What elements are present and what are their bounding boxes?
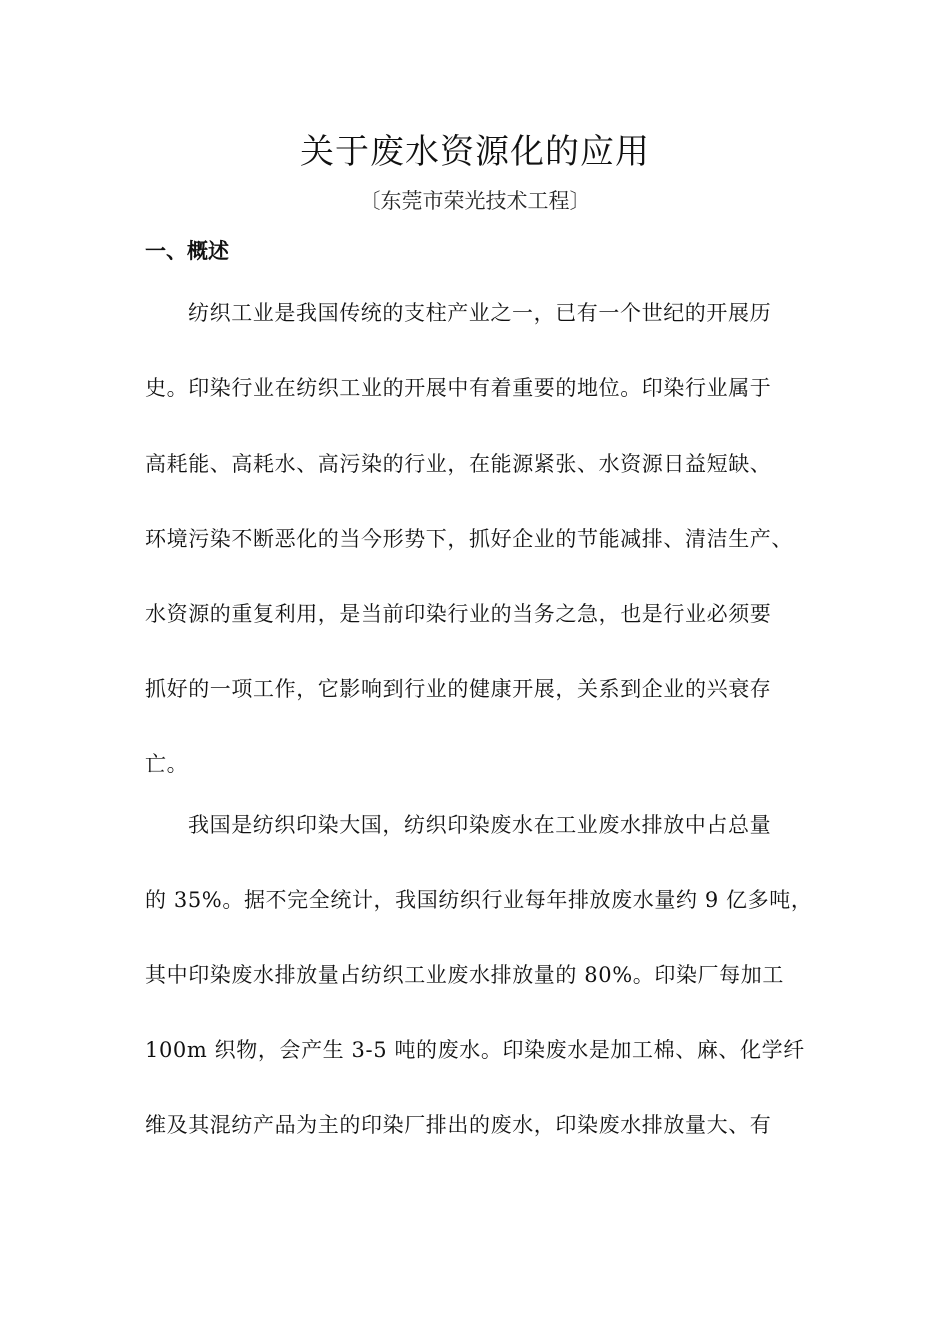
section-heading: 一、概述	[145, 238, 229, 263]
paragraph-line: 100m 织物，会产生 3-5 吨的废水。印染废水是加工棉、麻、化学纤	[145, 1038, 805, 1062]
document-subtitle: 〔东莞市荣光技术工程〕	[359, 189, 591, 213]
paragraph-line: 纺织工业是我国传统的支柱产业之一，已有一个世纪的开展历	[188, 301, 772, 325]
paragraph-line: 维及其混纺产品为主的印染厂排出的废水，印染废水排放量大、有	[145, 1113, 772, 1137]
paragraph-line: 环境污染不断恶化的当今形势下，抓好企业的节能减排、清洁生产、	[145, 527, 793, 551]
paragraph-line: 史。印染行业在纺织工业的开展中有着重要的地位。印染行业属于	[145, 376, 772, 400]
paragraph-line: 我国是纺织印染大国，纺织印染废水在工业废水排放中占总量	[188, 813, 772, 837]
paragraph-line: 高耗能、高耗水、高污染的行业，在能源紧张、水资源日益短缺、	[145, 452, 772, 476]
paragraph-line: 其中印染废水排放量占纺织工业废水排放量的 80%。印染厂每加工	[145, 963, 784, 987]
paragraph-line: 的 35%。据不完全统计，我国纺织行业每年排放废水量约 9 亿多吨，	[145, 888, 813, 912]
paragraph-line: 亡。	[145, 752, 189, 776]
paragraph-line: 水资源的重复利用，是当前印染行业的当务之急，也是行业必须要	[145, 602, 772, 626]
document-title: 关于废水资源化的应用	[300, 132, 650, 172]
paragraph-line: 抓好的一项工作，它影响到行业的健康开展，关系到企业的兴衰存	[145, 677, 772, 701]
